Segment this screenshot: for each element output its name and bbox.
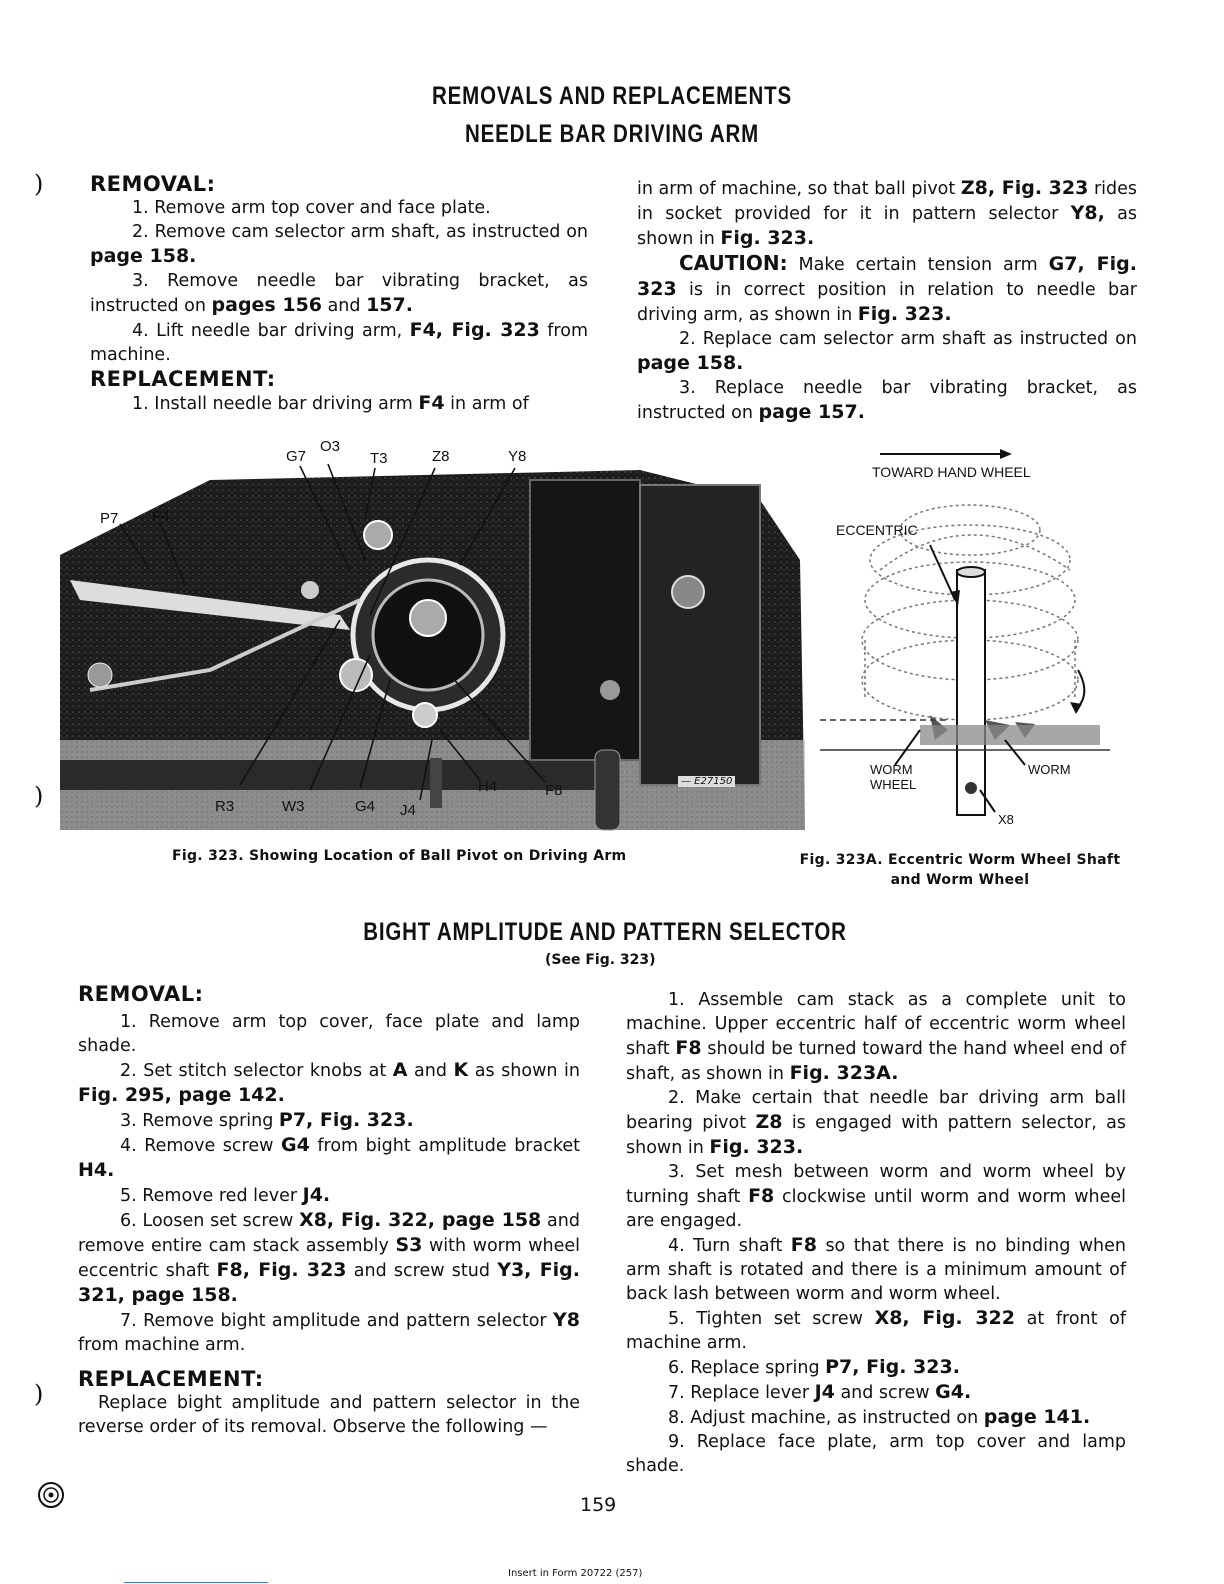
callout-label: R3 <box>215 798 235 815</box>
worm-label: WORM <box>1028 762 1071 777</box>
callout-label: J4 <box>400 802 416 819</box>
list-item: 5. Tighten set screw X8, Fig. 322 at front of machine arm. <box>626 1307 1126 1353</box>
figure-code: — E27150 <box>678 776 735 787</box>
replacement-heading: REPLACEMENT: <box>90 367 276 391</box>
replacement-intro: Replace bight amplitude and pattern selector in the reverse order of its removal. Observe the following — <box>78 1393 580 1437</box>
callout-label: T3 <box>370 450 388 467</box>
list-item: 5. Remove red lever J4. <box>120 1184 331 1206</box>
list-item: 1. Remove arm top cover and face plate. <box>132 198 491 218</box>
list-item: 4. Turn shaft F8 so that there is no binding when arm shaft is rotated and there is a minimum amount of back lash between worm and worm wheel. <box>626 1234 1127 1304</box>
removal-heading: REMOVAL: <box>78 982 204 1006</box>
list-item: 1. Assemble cam stack as a complete unit to machine. Upper eccentric half of eccentric worm wheel shaft F8 should be turned toward the hand wheel end of shaft, as shown in Fig. 323A. <box>626 990 1126 1084</box>
callout-label: W3 <box>282 798 305 815</box>
eccentric-label: ECCENTRIC <box>836 522 918 538</box>
caution-note: CAUTION: Make certain tension arm G7, Fig. 323 is in correct position in relation to needle bar driving arm, as shown in Fig. 323. <box>637 251 1137 325</box>
figure-323a <box>820 440 1110 840</box>
replacement-heading: REPLACEMENT: <box>78 1367 264 1391</box>
worm-wheel-label <box>870 762 916 792</box>
worm-wheel-illustration <box>820 440 1110 840</box>
footer-note: Insert in Form 20722 (257) <box>508 1568 643 1579</box>
page-title: REMOVALS AND REPLACEMENTS <box>432 82 792 110</box>
section1-left-column <box>90 172 588 415</box>
callout-label: O3 <box>320 438 341 455</box>
callout-label: F4 <box>152 508 170 525</box>
callout-label: Z8 <box>432 448 450 465</box>
section2-left-column <box>78 982 580 1439</box>
section-title: NEEDLE BAR DRIVING ARM <box>464 120 760 148</box>
list-item: 6. Loosen set screw X8, Fig. 322, page 158 and remove entire cam stack assembly S3 with worm wheel eccentric shaft F8, Fig. 323 and screw stud Y3, Fig. 321, page 158. <box>78 1209 580 1306</box>
list-item: 3. Remove needle bar vibrating bracket, as instructed on pages 156 and 157. <box>90 271 588 316</box>
union-label-icon <box>36 1480 66 1510</box>
section-title: BIGHT AMPLITUDE AND PATTERN SELECTOR <box>363 918 847 946</box>
caption-line: Fig. 323A. Eccentric Worm Wheel Shaft <box>799 852 1121 868</box>
margin-mark: ) <box>34 1380 44 1408</box>
figure-323 <box>60 440 820 845</box>
list-item: 3. Replace needle bar vibrating bracket, as instructed on page 157. <box>637 378 1137 423</box>
section2-right-column <box>626 988 1126 1478</box>
callout-label: G7 <box>286 448 307 465</box>
margin-mark: ) <box>34 170 44 198</box>
footer-rule <box>124 1582 268 1583</box>
list-item-continued: in arm of machine, so that ball pivot Z8, Fig. 323 rides in socket provided for it in pattern selector Y8, as shown in Fig. 323. <box>637 177 1138 249</box>
section1-right-column <box>637 176 1137 425</box>
direction-label: TOWARD HAND WHEEL <box>872 464 1031 480</box>
list-item: 1. Install needle bar driving arm F4 in arm of <box>132 392 529 414</box>
list-item: 8. Adjust machine, as instructed on page 141. <box>668 1406 1091 1428</box>
margin-mark: ) <box>34 782 44 810</box>
figure-323a-caption <box>780 850 1140 890</box>
list-item: 9. Replace face plate, arm top cover and lamp shade. <box>626 1432 1126 1476</box>
callout-label: F8 <box>545 782 563 799</box>
list-item: 3. Set mesh between worm and worm wheel by turning shaft F8 clockwise until worm and worm wheel are engaged. <box>626 1162 1126 1231</box>
caption-line: and Worm Wheel <box>890 872 1030 888</box>
list-item: 2. Replace cam selector arm shaft as instructed on page 158. <box>637 329 1137 374</box>
list-item: 4. Remove screw G4 from bight amplitude bracket H4. <box>78 1134 580 1181</box>
page-number: 159 <box>580 1494 617 1516</box>
list-item: 3. Remove spring P7, Fig. 323. <box>120 1109 414 1131</box>
x8-label: X8 <box>998 812 1014 827</box>
list-item: 2. Make certain that needle bar driving arm ball bearing pivot Z8 is engaged with pattern selector, as shown in Fig. 323. <box>626 1088 1126 1158</box>
callout-label: H4 <box>478 778 498 795</box>
list-item: 7. Replace lever J4 and screw G4. <box>668 1381 972 1403</box>
worm-wheel-label-line2: WHEEL <box>870 777 917 792</box>
callout-label: P7 <box>100 510 119 527</box>
callout-label: Y8 <box>508 448 527 465</box>
worm-wheel-label-line1: WORM <box>870 762 913 777</box>
list-item: 4. Lift needle bar driving arm, F4, Fig. 323 from machine. <box>90 319 588 365</box>
list-item: 2. Remove cam selector arm shaft, as instructed on page 158. <box>90 222 588 267</box>
figure-323-caption: Fig. 323. Showing Location of Ball Pivot on Driving Arm <box>172 848 627 864</box>
callout-label: G4 <box>355 798 376 815</box>
list-item: 2. Set stitch selector knobs at A and K as shown in Fig. 295, page 142. <box>78 1059 580 1106</box>
section-subtitle: (See Fig. 323) <box>545 952 656 968</box>
list-item: 7. Remove bight amplitude and pattern selector Y8 from machine arm. <box>78 1309 580 1355</box>
list-item: 6. Replace spring P7, Fig. 323. <box>668 1356 960 1378</box>
removal-heading: REMOVAL: <box>90 172 216 196</box>
list-item: 1. Remove arm top cover, face plate and lamp shade. <box>78 1012 580 1056</box>
